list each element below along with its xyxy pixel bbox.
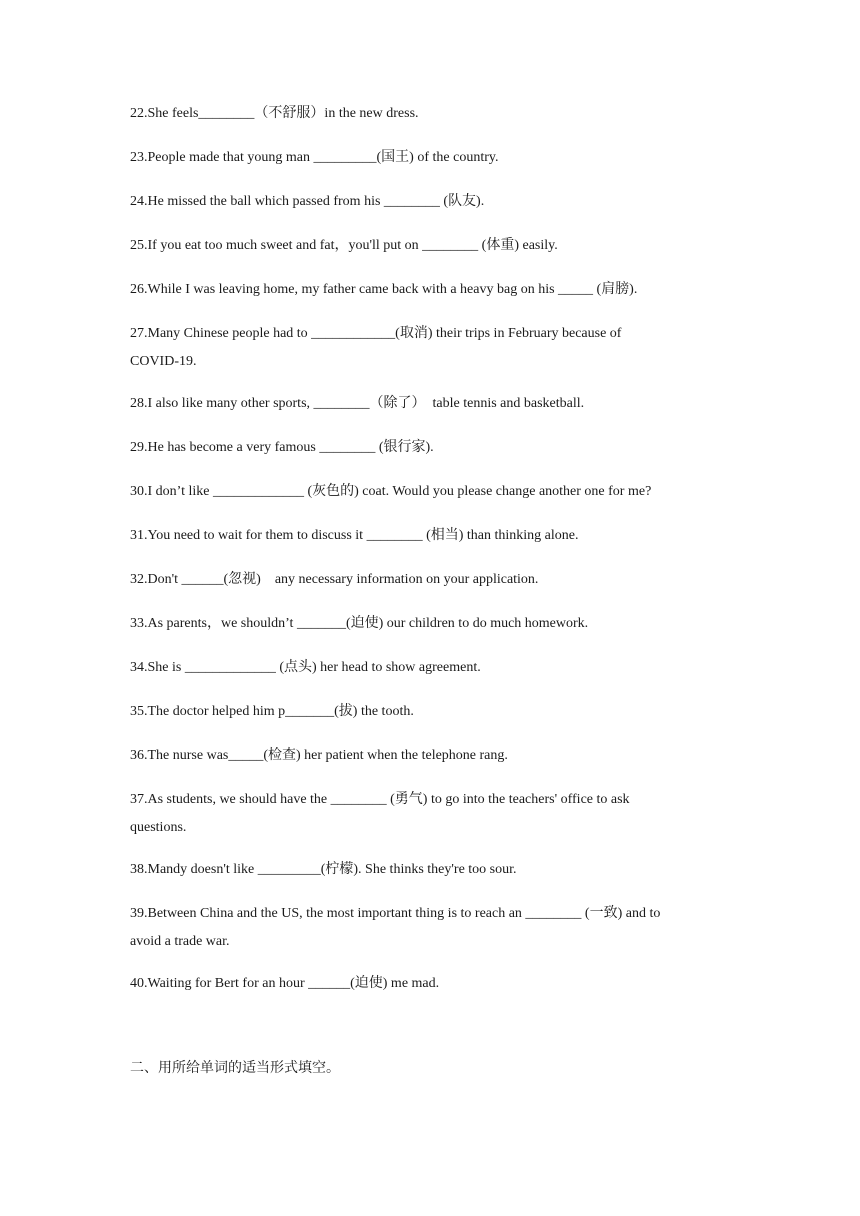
question-33: 33.As parents，we shouldn’t _______(迫使) our children to do much homework. — [130, 616, 589, 631]
question-34: 34.She is _____________ (点头) her head to show agreement. — [130, 660, 481, 675]
question-30: 30.I don’t like _____________ (灰色的) coat. Would you please change another one for me? — [130, 484, 652, 499]
question-39-line-1: 39.Between China and the US, the most important thing is to reach an ________ (一致) and to — [130, 906, 661, 921]
question-37-line-2: questions. — [130, 820, 187, 835]
question-36: 36.The nurse was_____(检查) her patient when the telephone rang. — [130, 748, 508, 763]
question-40: 40.Waiting for Bert for an hour ______(迫使) me mad. — [130, 976, 440, 991]
question-31: 31.You need to wait for them to discuss it ________ (相当) than thinking alone. — [130, 528, 579, 543]
question-39-line-2: avoid a trade war. — [130, 934, 230, 949]
question-23: 23.People made that young man _________(国王) of the country. — [130, 150, 499, 165]
question-38: 38.Mandy doesn't like _________(柠檬). She thinks they're too sour. — [130, 862, 517, 877]
question-26: 26.While I was leaving home, my father came back with a heavy bag on his _____ (肩膀). — [130, 282, 638, 297]
question-25: 25.If you eat too much sweet and fat，you'll put on ________ (体重) easily. — [130, 238, 558, 253]
question-27-line-2: COVID-19. — [130, 354, 197, 369]
question-29: 29.He has become a very famous ________ (银行家). — [130, 440, 434, 455]
question-28: 28.I also like many other sports, ________（除了） table tennis and basketball. — [130, 396, 585, 411]
question-27-line-1: 27.Many Chinese people had to ____________(取消) their trips in February because of — [130, 326, 622, 341]
question-22: 22.She feels________（不舒服）in the new dress. — [130, 106, 419, 121]
question-32: 32.Don't ______(忽视) any necessary information on your application. — [130, 572, 539, 587]
question-24: 24.He missed the ball which passed from his ________ (队友). — [130, 194, 485, 209]
question-35: 35.The doctor helped him p_______(拔) the tooth. — [130, 704, 414, 719]
question-37-line-1: 37.As students, we should have the ________ (勇气) to go into the teachers' office to ask — [130, 792, 630, 807]
section-title: 二、用所给单词的适当形式填空。 — [130, 1060, 340, 1076]
